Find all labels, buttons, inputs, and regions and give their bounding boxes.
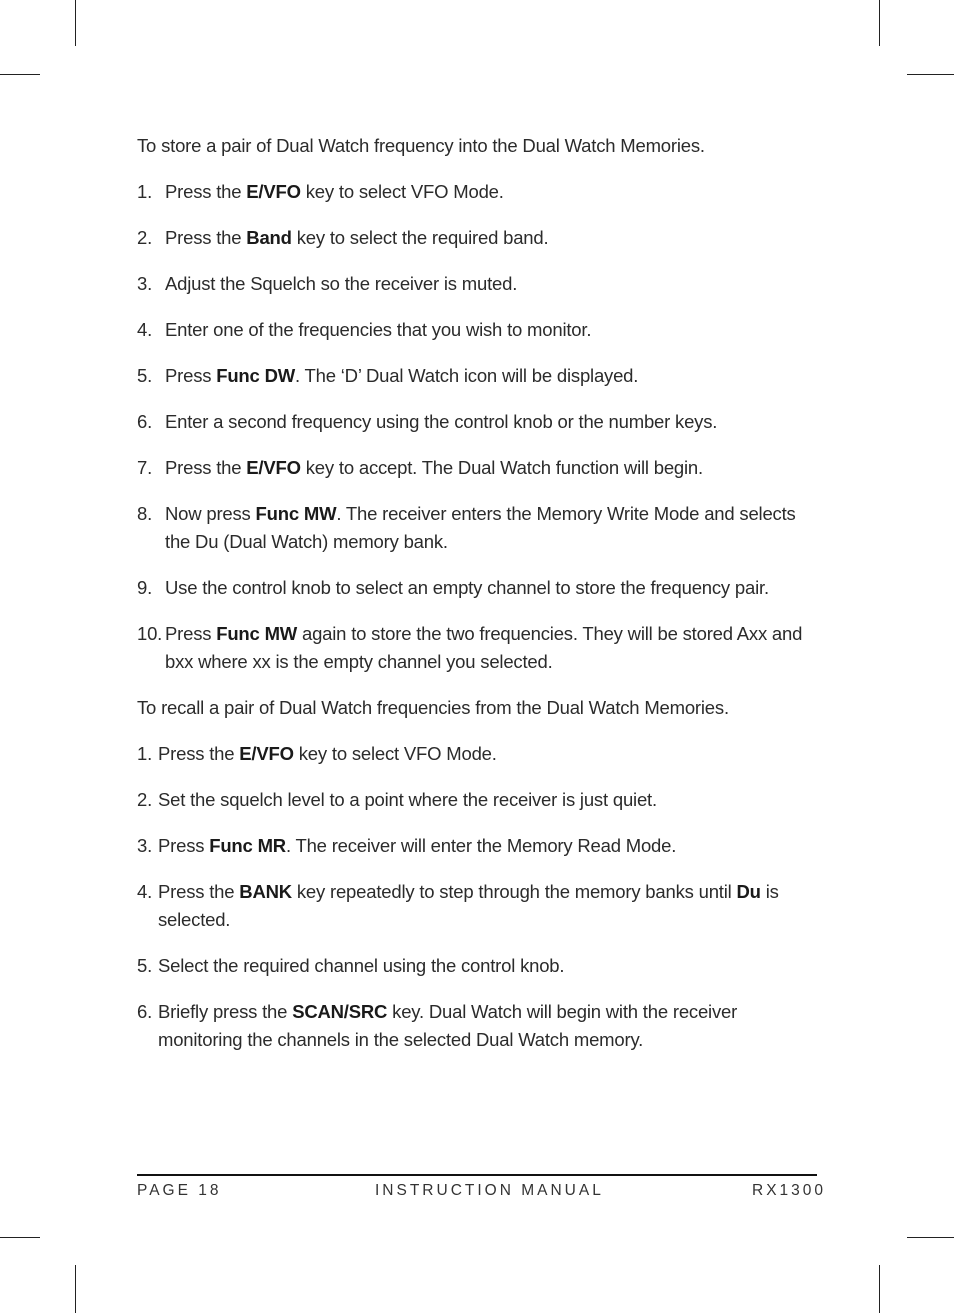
list-item xyxy=(137,454,817,482)
step-number: 10. xyxy=(137,623,163,644)
step-text: Press the xyxy=(165,181,247,202)
key-name: Func MW xyxy=(255,503,337,524)
list-item xyxy=(137,832,817,860)
list-item xyxy=(137,178,817,206)
step-number: 1. xyxy=(137,743,153,764)
step-number: 4. xyxy=(137,881,153,902)
step-number: 6. xyxy=(137,411,153,432)
list-item xyxy=(137,362,817,390)
recall-intro: To recall a pair of Dual Watch frequencies from the Dual Watch Memories. xyxy=(137,697,729,718)
step-text: Press xyxy=(165,623,217,644)
key-name: E/VFO xyxy=(246,181,301,202)
list-item xyxy=(137,786,817,814)
step-text: Now press xyxy=(165,503,256,524)
step-text: Use the control knob to select an empty channel to store the frequency pair. xyxy=(165,577,769,598)
step-text: Enter a second frequency using the control knob or the number keys. xyxy=(165,411,718,432)
list-item xyxy=(137,408,817,436)
step-text: Press xyxy=(158,835,210,856)
key-name: Band xyxy=(246,227,292,248)
step-text: . The ‘D’ Dual Watch icon will be displayed. xyxy=(295,365,639,386)
step-number: 5. xyxy=(137,955,153,976)
step-number: 3. xyxy=(137,835,153,856)
crop-mark xyxy=(75,0,76,46)
step-number: 2. xyxy=(137,227,153,248)
footer-rule xyxy=(137,1174,817,1176)
list-item xyxy=(137,620,817,676)
step-text: Press the xyxy=(158,743,240,764)
step-text: is selected. xyxy=(158,881,779,930)
key-name: E/VFO xyxy=(239,743,294,764)
step-number: 8. xyxy=(137,503,153,524)
step-text: key to select VFO Mode. xyxy=(300,181,504,202)
list-item xyxy=(137,740,817,768)
step-text: key. Dual Watch will begin with the receiver monitoring the channels in the selected Dual Watch memory. xyxy=(158,1001,738,1050)
crop-mark xyxy=(879,1265,880,1313)
step-text: Press xyxy=(165,365,217,386)
crop-mark xyxy=(75,1265,76,1313)
crop-mark xyxy=(0,74,40,75)
key-name: Func MW xyxy=(216,623,298,644)
list-item xyxy=(137,998,817,1054)
step-number: 2. xyxy=(137,789,153,810)
step-number: 9. xyxy=(137,577,153,598)
list-item xyxy=(137,878,817,934)
step-number: 3. xyxy=(137,273,153,294)
step-number: 5. xyxy=(137,365,153,386)
crop-mark xyxy=(879,0,880,46)
list-item xyxy=(137,952,817,980)
step-number: 7. xyxy=(137,457,153,478)
step-text: Adjust the Squelch so the receiver is muted. xyxy=(165,273,518,294)
step-text: again to store the two frequencies. They will be stored Axx and bxx where xx is the empty channel you selected. xyxy=(165,623,803,672)
footer-page-number: PAGE 18 xyxy=(137,1182,222,1199)
step-text: key to select VFO Mode. xyxy=(293,743,497,764)
step-text: key repeatedly to step through the memory banks until xyxy=(291,881,737,902)
footer-title: INSTRUCTION MANUAL xyxy=(375,1182,604,1199)
list-item xyxy=(137,574,817,602)
step-number: 6. xyxy=(137,1001,153,1022)
step-text: Press the xyxy=(165,457,247,478)
step-text: Enter one of the frequencies that you wish to monitor. xyxy=(165,319,592,340)
crop-mark xyxy=(0,1237,40,1238)
step-text: . The receiver will enter the Memory Read Mode. xyxy=(285,835,677,856)
page-content xyxy=(137,132,817,1072)
key-name: BANK xyxy=(239,881,292,902)
step-text: key to accept. The Dual Watch function will begin. xyxy=(300,457,703,478)
crop-mark xyxy=(907,1237,954,1238)
key-name: Du xyxy=(736,881,761,902)
key-name: SCAN/SRC xyxy=(292,1001,388,1022)
step-text: Select the required channel using the control knob. xyxy=(158,955,565,976)
step-text: Press the xyxy=(158,881,240,902)
list-item xyxy=(137,270,817,298)
step-number: 1. xyxy=(137,181,153,202)
store-steps-list xyxy=(137,178,817,676)
step-text: Set the squelch level to a point where the receiver is just quiet. xyxy=(158,789,657,810)
recall-steps-list xyxy=(137,740,817,1054)
store-intro: To store a pair of Dual Watch frequency into the Dual Watch Memories. xyxy=(137,135,705,156)
list-item xyxy=(137,500,817,556)
list-item xyxy=(137,224,817,252)
step-text: . The receiver enters the Memory Write Mode and selects the Du (Dual Watch) memory bank. xyxy=(165,503,796,552)
step-number: 4. xyxy=(137,319,153,340)
key-name: E/VFO xyxy=(246,457,301,478)
step-text: key to select the required band. xyxy=(291,227,549,248)
key-name: Func MR xyxy=(209,835,286,856)
footer-model: RX1300 xyxy=(752,1182,827,1199)
crop-mark xyxy=(907,74,954,75)
list-item xyxy=(137,316,817,344)
key-name: Func DW xyxy=(216,365,295,386)
step-text: Press the xyxy=(165,227,247,248)
step-text: Briefly press the xyxy=(158,1001,293,1022)
